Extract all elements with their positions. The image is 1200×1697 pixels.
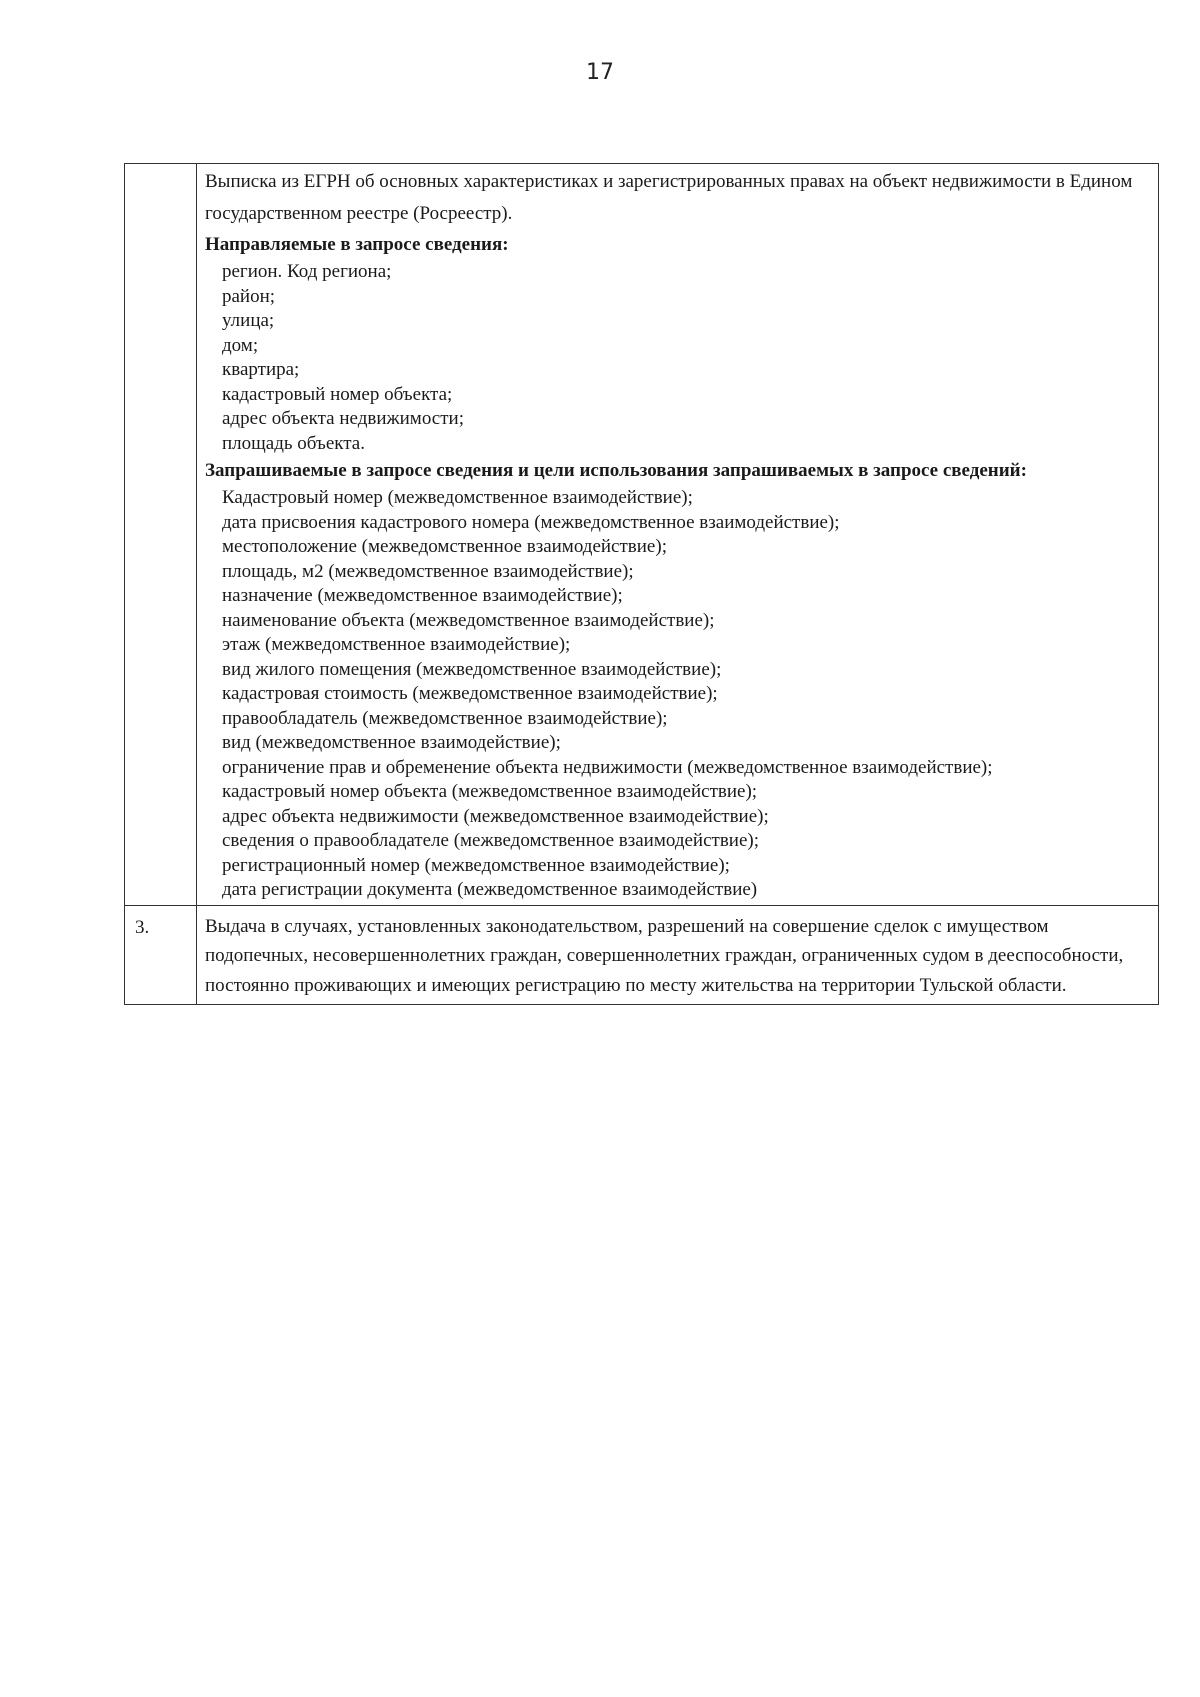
row-number-cell xyxy=(125,164,197,906)
page-number: 17 xyxy=(586,60,614,85)
extract-description: Выписка из ЕГРН об основных характеристиках и зарегистрированных правах на объект недвижимости в Едином государственном реестре (Росреестр). xyxy=(205,171,1133,224)
list-item: местоположение (межведомственное взаимодействие); xyxy=(222,536,667,557)
list-item: регистрационный номер (межведомственное взаимодействие); xyxy=(222,854,730,876)
list-item: вид жилого помещения (межведомственное взаимодействие); xyxy=(222,658,722,680)
list-item: правообладатель (межведомственное взаимодействие); xyxy=(222,707,668,729)
list-item: кадастровая стоимость (межведомственное взаимодействие); xyxy=(222,683,718,704)
row-number: 3. xyxy=(135,916,150,938)
list-item: дом; xyxy=(222,334,259,356)
list-item: район; xyxy=(222,285,276,307)
list-item: адрес объекта недвижимости; xyxy=(222,408,464,429)
services-table xyxy=(124,163,1159,1005)
sent-info-heading: Направляемые в запросе сведения: xyxy=(205,234,509,255)
list-item: Кадастровый номер (межведомственное взаимодействие); xyxy=(222,487,693,508)
list-item: дата присвоения кадастрового номера (межведомственное взаимодействие); xyxy=(222,511,840,533)
sent-info-list xyxy=(205,260,1152,456)
row-number xyxy=(125,164,196,172)
list-item: кадастровый номер объекта; xyxy=(222,383,453,405)
row-number-cell xyxy=(125,905,197,1005)
list-item: этаж (межведомственное взаимодействие); xyxy=(222,634,571,655)
list-item: дата регистрации документа (межведомственное взаимодействие) xyxy=(222,879,758,900)
list-item: улица; xyxy=(222,310,275,331)
requested-info-list xyxy=(205,486,1152,903)
list-item: площадь объекта. xyxy=(222,432,365,454)
row-content-cell xyxy=(197,164,1159,906)
list-item: ограничение прав и обременение объекта недвижимости (межведомственное взаимодействие); xyxy=(222,756,993,778)
requested-info-heading: Запрашиваемые в запросе сведения и цели использования запрашиваемых в запросе сведений: xyxy=(205,460,1027,481)
list-item: вид (межведомственное взаимодействие); xyxy=(222,732,561,753)
list-item: назначение (межведомственное взаимодействие); xyxy=(222,585,623,606)
list-item: площадь, м2 (межведомственное взаимодействие); xyxy=(222,560,634,582)
list-item: сведения о правообладателе (межведомственное взаимодействие); xyxy=(222,830,760,851)
table-row xyxy=(125,164,1159,906)
list-item: квартира; xyxy=(222,359,300,380)
table-row xyxy=(125,905,1159,1005)
row-content-cell xyxy=(197,905,1159,1005)
list-item: адрес объекта недвижимости (межведомственное взаимодействие); xyxy=(222,805,769,827)
service-description: Выдача в случаях, установленных законодательством, разрешений на совершение сделок с имуществом подопечных, несовершеннолетних граждан, совершеннолетних граждан, ограниченных судом в дееспособности, постоянно проживающих и имеющих регистрацию по месту жительства на территории Тульской области. xyxy=(205,915,1124,996)
list-item: кадастровый номер объекта (межведомственное взаимодействие); xyxy=(222,781,758,802)
list-item: регион. Код региона; xyxy=(222,261,392,282)
list-item: наименование объекта (межведомственное взаимодействие); xyxy=(222,609,715,631)
